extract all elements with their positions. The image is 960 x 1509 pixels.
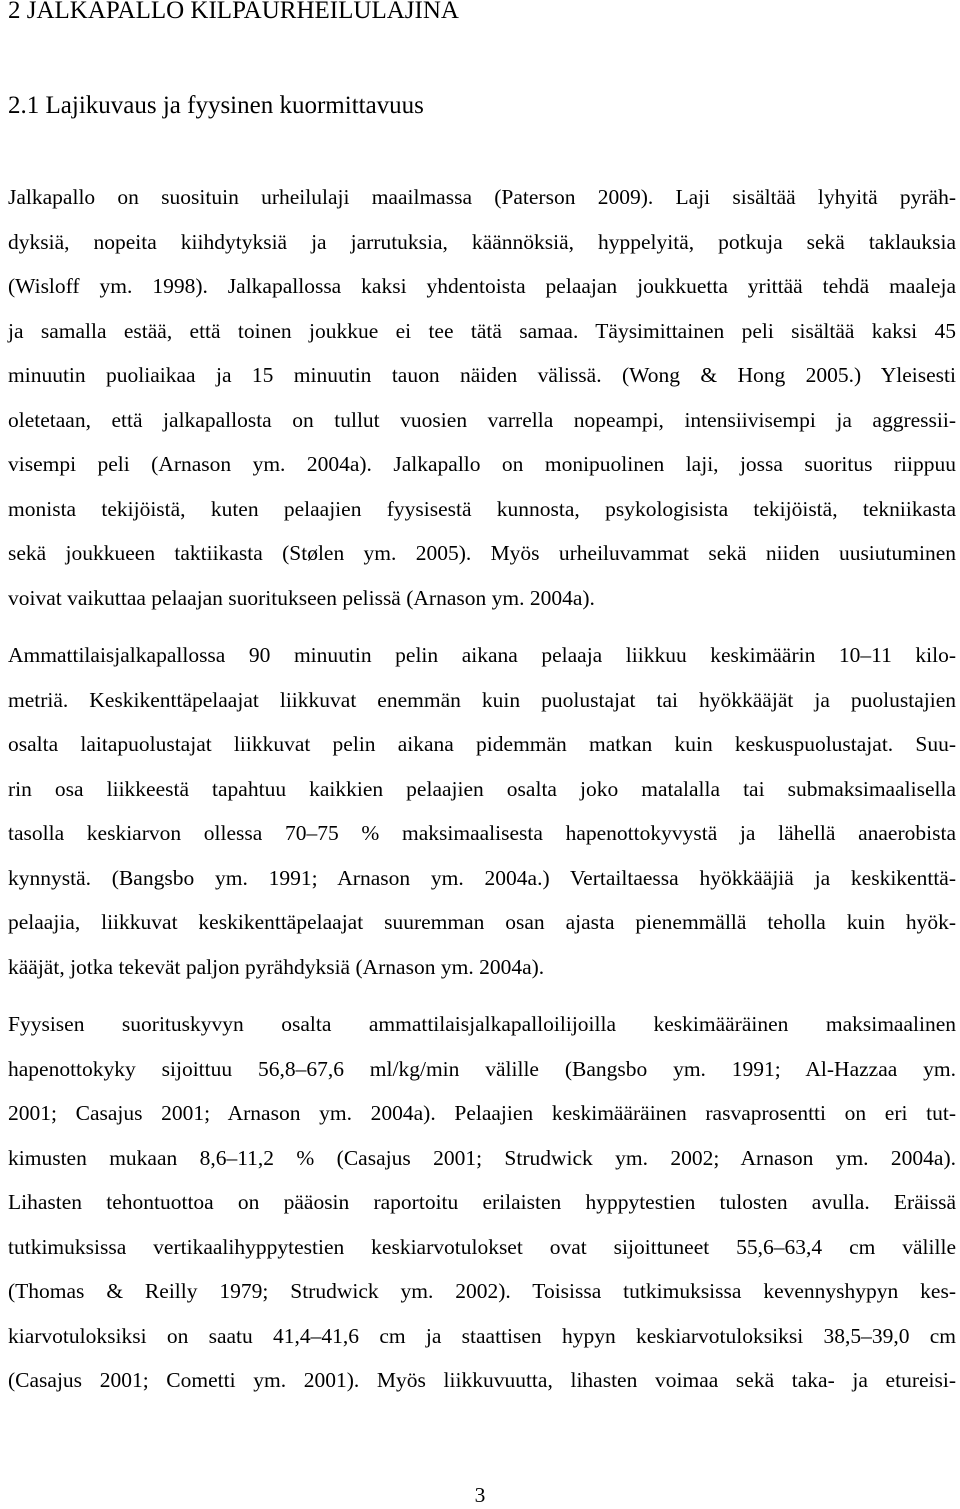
chapter-heading: 2 JALKAPALLO KILPAURHEILULAJINA (8, 0, 459, 24)
paragraph-3 (8, 1002, 956, 1403)
text-line: (Casajus 2001; Cometti ym. 2001). Myös liikkuvuutta, lihasten voimaa sekä taka- ja etureisi- (8, 1368, 956, 1392)
text-line: Fyysisen suorituskyvyn osalta ammattilaisjalkapalloilijoilla keskimääräinen maksimaalinen (8, 1012, 956, 1036)
text-line: voivat vaikuttaa pelaajan suoritukseen pelissä (Arnason ym. 2004a). (8, 585, 595, 610)
text-line: kääjät, jotka tekevät paljon pyrähdyksiä (Arnason ym. 2004a). (8, 954, 545, 979)
text-line: sekä joukkueen taktiikasta (Stølen ym. 2005). Myös urheiluvammat sekä niiden uusiutuminen (8, 541, 956, 565)
text-line: pelaajia, liikkuvat keskikenttäpelaajat suuremman osan ajasta pienemmällä teholla kuin hyök- (8, 910, 956, 934)
text-line: hapenottokyky sijoittuu 56,8–67,6 ml/kg/min välille (Bangsbo ym. 1991; Al-Hazzaa ym. (8, 1056, 956, 1081)
text-line: rin osa liikkeestä tapahtuu kaikkien pelaajien osalta joko matalalla tai submaksimaalisella (8, 776, 956, 801)
text-line: (Thomas & Reilly 1979; Strudwick ym. 2002). Toisissa tutkimuksissa kevennyshypyn kes- (8, 1279, 956, 1303)
text-line: minuutin puoliaikaa ja 15 minuutin tauon näiden välissä. (Wong & Hong 2005.) Yleisesti (8, 363, 956, 387)
text-line: monista tekijöistä, kuten pelaajien fyysisestä kunnosta, psykologisista tekijöistä, tekniikasta (8, 496, 956, 521)
text-line: 2001; Casajus 2001; Arnason ym. 2004a). Pelaajien keskimääräinen rasvaprosentti on eri tut- (8, 1101, 956, 1125)
text-line: (Wisloff ym. 1998). Jalkapallossa kaksi yhdentoista pelaajan joukkuetta yrittää tehdä maaleja (8, 274, 956, 298)
text-line: tasolla keskiarvon ollessa 70–75 % maksimaalisesta hapenottokyvystä ja lähellä anaerobista (8, 821, 956, 845)
section-heading: 2.1 Lajikuvaus ja fyysinen kuormittavuus (8, 92, 424, 119)
text-line: metriä. Keskikenttäpelaajat liikkuvat enemmän kuin puolustajat tai hyökkääjät ja puolustajien (8, 687, 956, 712)
text-line: Jalkapallo on suosituin urheilulaji maailmassa (Paterson 2009). Laji sisältää lyhyitä pyräh- (8, 185, 956, 209)
text-line: kimusten mukaan 8,6–11,2 % (Casajus 2001; Strudwick ym. 2002; Arnason ym. 2004a). (8, 1145, 956, 1170)
page-number: 3 (474, 1483, 486, 1507)
text-line: Lihasten tehontuottoa on pääosin raportoitu erilaisten hyppytestien tulosten avulla. Eräissä (8, 1190, 956, 1214)
paragraph-2 (8, 633, 956, 989)
text-line: ja samalla estää, että toinen joukkue ei tee tätä samaa. Täysimittainen peli sisältää kaksi 45 (8, 318, 956, 343)
text-line: visempi peli (Arnason ym. 2004a). Jalkapallo on monipuolinen laji, jossa suoritus riippuu (8, 452, 956, 476)
text-line: osalta laitapuolustajat liikkuvat pelin aikana pidemmän matkan kuin keskuspuolustajat. Suu- (8, 732, 956, 756)
text-line: dyksiä, nopeita kiihdytyksiä ja jarrutuksia, käännöksiä, hyppelyitä, potkuja sekä taklauksia (8, 229, 956, 254)
text-line: kiarvotuloksiksi on saatu 41,4–41,6 cm ja staattisen hypyn keskiarvotuloksiksi 38,5–39,0 cm (8, 1323, 956, 1348)
text-line: tutkimuksissa vertikaalihyppytestien keskiarvotulokset ovat sijoittuneet 55,6–63,4 cm välille (8, 1234, 956, 1259)
paragraph-1 (8, 175, 956, 620)
text-line: oletetaan, että jalkapallosta on tullut vuosien varrella nopeampi, intensiivisempi ja aggressii- (8, 407, 956, 432)
text-line: Ammattilaisjalkapallossa 90 minuutin pelin aikana pelaaja liikkuu keskimäärin 10–11 kilo- (8, 643, 956, 667)
text-line: kynnystä. (Bangsbo ym. 1991; Arnason ym. 2004a.) Vertailtaessa hyökkääjiä ja keskikenttä- (8, 865, 956, 890)
